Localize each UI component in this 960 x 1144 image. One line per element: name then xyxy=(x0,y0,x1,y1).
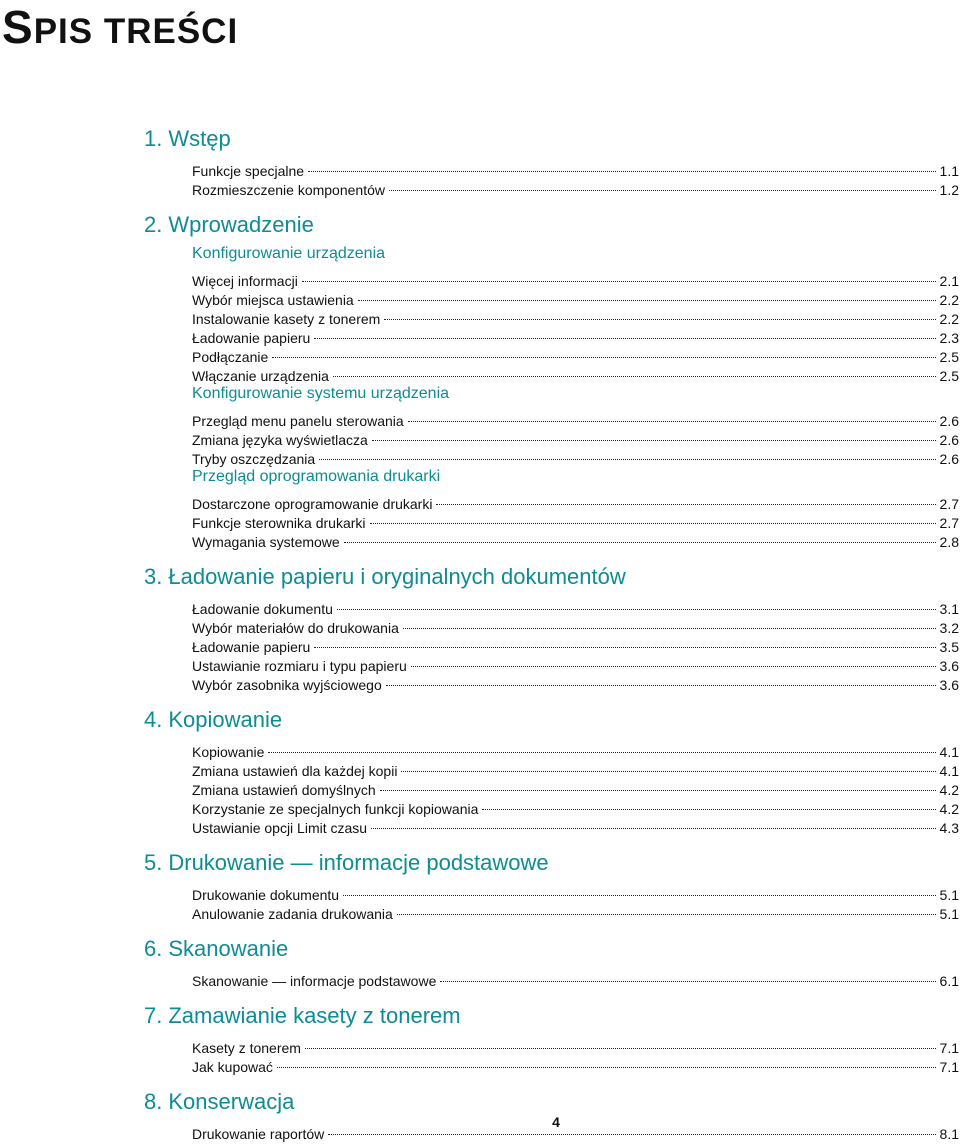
dot-leader xyxy=(268,738,935,757)
toc-entry-page: 2.3 xyxy=(939,330,959,346)
chapter xyxy=(144,564,959,693)
toc-entry-page: 4.2 xyxy=(939,801,959,817)
toc-entry[interactable] xyxy=(192,738,959,760)
dot-leader xyxy=(319,445,935,464)
toc-entry-page: 2.6 xyxy=(939,432,959,448)
chapter-heading[interactable] xyxy=(144,212,959,238)
chapter-title: Ładowanie papieru i oryginalnych dokumentów xyxy=(168,564,626,589)
toc-entry-label: Korzystanie ze specjalnych funkcji kopiowania xyxy=(192,801,479,817)
chapter xyxy=(144,936,959,989)
toc-entry-label: Włączanie urządzenia xyxy=(192,368,329,384)
toc-entry-label: Drukowanie raportów xyxy=(192,1126,325,1142)
toc-entry-page: 1.1 xyxy=(939,163,959,179)
chapter-title: Wprowadzenie xyxy=(168,212,314,237)
toc-entry-page: 3.2 xyxy=(939,620,959,636)
chapter-number: 7. xyxy=(144,1003,163,1028)
chapter xyxy=(144,126,959,198)
toc-entry[interactable] xyxy=(192,343,959,365)
toc-entry-page: 2.8 xyxy=(939,534,959,550)
toc-entry-label: Podłączanie xyxy=(192,349,269,365)
entry-list xyxy=(192,407,959,467)
toc-entry[interactable] xyxy=(192,157,959,179)
dot-leader xyxy=(370,509,936,528)
chapter-heading[interactable] xyxy=(144,1089,959,1115)
dot-leader xyxy=(314,633,935,652)
dot-leader xyxy=(482,795,935,814)
toc-entry[interactable] xyxy=(192,1034,959,1056)
chapter-heading[interactable] xyxy=(144,1003,959,1029)
chapter-title: Drukowanie — informacje podstawowe xyxy=(168,850,549,875)
subsection-heading[interactable]: Przegląd oprogramowania drukarki xyxy=(192,468,441,485)
page-title xyxy=(2,2,238,57)
toc-entry[interactable] xyxy=(192,881,959,903)
toc-entry-label: Tryby oszczędzania xyxy=(192,451,316,467)
toc-entry-label: Wybór miejsca ustawienia xyxy=(192,292,354,308)
chapter xyxy=(144,1003,959,1075)
toc-entry-label: Zmiana ustawień dla każdej kopii xyxy=(192,763,398,779)
toc-entry-page: 3.5 xyxy=(939,639,959,655)
dot-leader xyxy=(411,652,936,671)
toc-entry-label: Ładowanie dokumentu xyxy=(192,601,333,617)
toc-entry-label: Więcej informacji xyxy=(192,273,298,289)
toc-entry-label: Rozmieszczenie komponentów xyxy=(192,182,385,198)
toc-entry-label: Drukowanie dokumentu xyxy=(192,887,340,903)
toc-entry-page: 2.1 xyxy=(939,273,959,289)
toc-entry-page: 4.3 xyxy=(939,820,959,836)
toc-entry[interactable] xyxy=(192,267,959,289)
entry-list xyxy=(192,881,959,922)
chapter-heading[interactable] xyxy=(144,707,959,733)
toc-entry-label: Ustawianie rozmiaru i typu papieru xyxy=(192,658,407,674)
toc-entry-label: Skanowanie — informacje podstawowe xyxy=(192,973,437,989)
chapter-number: 1. xyxy=(144,126,163,151)
toc-entry-page: 3.6 xyxy=(939,658,959,674)
toc-entry[interactable] xyxy=(192,176,959,198)
chapter-number: 2. xyxy=(144,212,163,237)
entry-list xyxy=(192,967,959,989)
toc-entry-label: Kopiowanie xyxy=(192,744,265,760)
chapter-heading[interactable] xyxy=(144,936,959,962)
toc-entry-page: 4.2 xyxy=(939,782,959,798)
dot-leader xyxy=(333,362,936,381)
toc-entry-page: 2.7 xyxy=(939,515,959,531)
toc-entry-label: Ładowanie papieru xyxy=(192,639,311,655)
toc-entry[interactable] xyxy=(192,362,959,384)
dot-leader xyxy=(277,1053,936,1072)
subsection-heading[interactable]: Konfigurowanie urządzenia xyxy=(192,245,386,262)
chapter-number: 4. xyxy=(144,707,163,732)
toc-entry-label: Kasety z tonerem xyxy=(192,1040,301,1056)
entry-list xyxy=(192,490,959,550)
chapter-title: Kopiowanie xyxy=(168,707,283,732)
toc-entry-page: 1.2 xyxy=(939,182,959,198)
toc-entry[interactable] xyxy=(192,967,959,989)
chapter-heading[interactable] xyxy=(144,126,959,152)
chapter-number: 5. xyxy=(144,850,163,875)
toc-entry-label: Zmiana języka wyświetlacza xyxy=(192,432,368,448)
dot-leader xyxy=(305,1034,936,1053)
entry-list xyxy=(192,595,959,693)
dot-leader xyxy=(343,881,935,900)
chapter-title: Wstęp xyxy=(168,126,231,151)
dot-leader xyxy=(436,490,935,509)
entry-list xyxy=(192,267,959,384)
chapter xyxy=(144,212,959,550)
toc-entry[interactable] xyxy=(192,1053,959,1075)
chapter-number: 3. xyxy=(144,564,163,589)
dot-leader xyxy=(372,426,936,445)
dot-leader xyxy=(401,757,935,776)
chapter xyxy=(144,707,959,836)
toc-entry-page: 2.5 xyxy=(939,368,959,384)
dot-leader xyxy=(371,814,935,833)
chapter-number: 8. xyxy=(144,1089,163,1114)
toc-entry-page: 4.1 xyxy=(939,763,959,779)
toc-entry-label: Wymagania systemowe xyxy=(192,534,340,550)
toc-entry-page: 7.1 xyxy=(939,1059,959,1075)
page-title-initial: S xyxy=(2,1,34,53)
dot-leader xyxy=(272,343,935,362)
page-number: 4 xyxy=(552,1114,560,1130)
toc-entry-page: 2.6 xyxy=(939,451,959,467)
dot-leader xyxy=(440,967,935,986)
dot-leader xyxy=(380,776,936,795)
dot-leader xyxy=(384,305,935,324)
dot-leader xyxy=(358,286,936,305)
dot-leader xyxy=(314,324,935,343)
toc-entry-label: Przegląd menu panelu sterowania xyxy=(192,413,404,429)
toc-entry-label: Wybór materiałów do drukowania xyxy=(192,620,399,636)
toc-entry-label: Funkcje sterownika drukarki xyxy=(192,515,366,531)
chapter-number: 6. xyxy=(144,936,163,961)
toc-entry-page: 2.5 xyxy=(939,349,959,365)
toc-entry-label: Dostarczone oprogramowanie drukarki xyxy=(192,496,433,512)
entry-list xyxy=(192,157,959,198)
toc-entry-page: 2.6 xyxy=(939,413,959,429)
toc-entry-page: 2.2 xyxy=(939,292,959,308)
toc-entry-label: Ustawianie opcji Limit czasu xyxy=(192,820,368,836)
toc-entry-page: 2.7 xyxy=(939,496,959,512)
toc-entry[interactable] xyxy=(192,407,959,429)
dot-leader xyxy=(386,671,936,690)
subsection-heading[interactable]: Konfigurowanie systemu urządzenia xyxy=(192,385,450,402)
toc-entry-label: Ładowanie papieru xyxy=(192,330,311,346)
chapter-title: Skanowanie xyxy=(168,936,289,961)
toc-entry[interactable] xyxy=(192,595,959,617)
chapter xyxy=(144,850,959,922)
toc-entry-label: Zmiana ustawień domyślnych xyxy=(192,782,376,798)
toc-entry[interactable] xyxy=(192,286,959,308)
toc-entry-page: 5.1 xyxy=(939,887,959,903)
toc-entry-page: 2.2 xyxy=(939,311,959,327)
dot-leader xyxy=(337,595,936,614)
dot-leader xyxy=(408,407,936,426)
page-title-rest: PIS TREŚCI xyxy=(33,12,239,51)
toc-entry-page: 6.1 xyxy=(939,973,959,989)
table-of-contents xyxy=(144,126,959,1142)
toc-entry-page: 7.1 xyxy=(939,1040,959,1056)
toc-entry-page: 4.1 xyxy=(939,744,959,760)
chapter-heading[interactable] xyxy=(144,564,959,590)
toc-entry[interactable] xyxy=(192,757,959,779)
toc-entry-label: Anulowanie zadania drukowania xyxy=(192,906,393,922)
dot-leader xyxy=(389,176,936,195)
toc-entry-label: Instalowanie kasety z tonerem xyxy=(192,311,381,327)
chapter-title: Zamawianie kasety z tonerem xyxy=(168,1003,461,1028)
toc-entry[interactable] xyxy=(192,490,959,512)
toc-entry-label: Jak kupować xyxy=(192,1059,273,1075)
dot-leader xyxy=(344,528,936,547)
chapter-heading[interactable] xyxy=(144,850,959,876)
toc-entry-label: Funkcje specjalne xyxy=(192,163,305,179)
toc-entry-page: 5.1 xyxy=(939,906,959,922)
toc-entry-page: 8.1 xyxy=(939,1126,959,1142)
dot-leader xyxy=(403,614,936,633)
chapter-title: Konserwacja xyxy=(168,1089,295,1114)
dot-leader xyxy=(308,157,935,176)
dot-leader xyxy=(302,267,936,286)
toc-entry-page: 3.1 xyxy=(939,601,959,617)
entry-list xyxy=(192,738,959,836)
entry-list xyxy=(192,1034,959,1075)
toc-entry-label: Wybór zasobnika wyjściowego xyxy=(192,677,382,693)
toc-entry-page: 3.6 xyxy=(939,677,959,693)
dot-leader xyxy=(397,900,936,919)
